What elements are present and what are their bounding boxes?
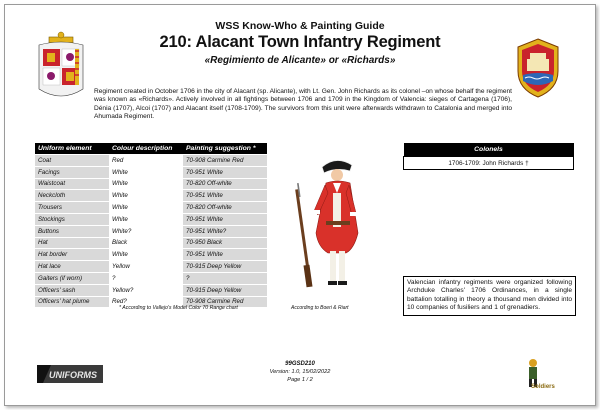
logo-right-text: Soldiers <box>531 384 555 390</box>
cell-colour: White <box>109 178 183 190</box>
header-uniform-element: Uniform element <box>35 143 109 155</box>
cell-element: Hat border <box>35 249 109 261</box>
table-row <box>35 190 267 202</box>
table-row <box>35 166 267 178</box>
cell-element: Hat lace <box>35 261 109 273</box>
cell-element: Gaiters (if worn) <box>35 272 109 284</box>
table-row <box>35 213 267 225</box>
cell-colour: ? <box>109 272 183 284</box>
colonels-table <box>403 143 574 170</box>
cell-colour: White <box>109 202 183 214</box>
intro-paragraph: Regiment created in October 1706 in the city of Alacant (sp. Alicante), with Lt. Gen. John Richards as its colonel –on whose behalf the regiment was known as «Richards». Actively involved in all fightings between 1706 and 1709 in the Kingdom of Valencia: sieges of Cartagena (1706), Dénia (1707), Alcoi (1707) and Alacant itself (1708-1709). The survivors from this unit were afterwards withdrawn to Catalonia and merged into Ahumada Regiment. <box>94 88 512 121</box>
cell-element: Buttons <box>35 225 109 237</box>
series-title: WSS Know-Who & Painting Guide <box>215 20 385 32</box>
cell-element: Officers' sash <box>35 284 109 296</box>
cell-paint: 70-908 Carmine Red <box>183 296 267 307</box>
table-row <box>35 272 267 284</box>
soldier-figure <box>292 153 372 298</box>
uniform-table <box>35 143 267 307</box>
cell-element: Coat <box>35 155 109 167</box>
table-row <box>35 261 267 273</box>
cell-paint: 70-951 White <box>183 166 267 178</box>
table-row <box>404 157 574 170</box>
cell-colour: White <box>109 249 183 261</box>
cell-colour: White <box>109 190 183 202</box>
cell-colour: White <box>109 166 183 178</box>
cell-paint: 70-820 Off-white <box>183 178 267 190</box>
cell-colour: Red? <box>109 296 183 307</box>
table-row <box>35 237 267 249</box>
cell-element: Trousers <box>35 202 109 214</box>
organization-note: Valencian infantry regiments were organized following Archduke Charles' 1706 Ordinances, in a single battalion totalling in theory a thousand men divided into 10 companies of fusiliers and 1 of grenadiers. <box>403 276 576 316</box>
header-painting-suggestion: Painting suggestion * <box>183 143 267 155</box>
table-row <box>35 202 267 214</box>
cell-paint: 70-951 White? <box>183 225 267 237</box>
cell-element: Waistcoat <box>35 178 109 190</box>
uniform-table-header <box>35 143 267 155</box>
table-row <box>35 284 267 296</box>
cell-colour: White? <box>109 225 183 237</box>
figure-caption: According to Boeri & Riart <box>291 305 349 311</box>
cell-paint: 70-915 Deep Yellow <box>183 284 267 296</box>
cell-paint: 70-908 Carmine Red <box>183 155 267 167</box>
cell-paint: 70-951 White <box>183 213 267 225</box>
cell-colour: Black <box>109 237 183 249</box>
page-title: 210: Alacant Town Infantry Regiment <box>159 33 441 51</box>
colonel-entry: 1706-1709: John Richards † <box>404 157 574 170</box>
cell-element: Officers' hat plume <box>35 296 109 307</box>
cell-element: Stockings <box>35 213 109 225</box>
table-row <box>35 178 267 190</box>
page-subtitle: «Regimiento de Alicante» or «Richards» <box>204 55 396 66</box>
page <box>4 4 596 406</box>
vallejo-footnote: * According to Vallejo's Model Color 70 Range chart <box>119 305 238 311</box>
header-colour-description: Colour description <box>109 143 183 155</box>
cell-paint: ? <box>183 272 267 284</box>
colonels-header: Colonels <box>404 143 574 157</box>
table-row <box>35 225 267 237</box>
logo-left-text: UNIFORMS <box>49 370 97 380</box>
cell-paint: 70-951 White <box>183 190 267 202</box>
document-version: Version: 1.0, 15/02/2022 <box>269 369 331 375</box>
cell-paint: 70-820 Off-white <box>183 202 267 214</box>
document-code: 99GSD210 <box>285 361 315 367</box>
page-number: Page 1 / 2 <box>287 377 313 383</box>
cell-colour: White <box>109 213 183 225</box>
cell-element: Facings <box>35 166 109 178</box>
cell-paint: 70-915 Deep Yellow <box>183 261 267 273</box>
colonels-header-row <box>404 143 574 157</box>
table-row <box>35 155 267 167</box>
table-row <box>35 249 267 261</box>
cell-element: Neckcloth <box>35 190 109 202</box>
cell-paint: 70-950 Black <box>183 237 267 249</box>
cell-colour: Red <box>109 155 183 167</box>
cell-paint: 70-951 White <box>183 249 267 261</box>
cell-colour: Yellow? <box>109 284 183 296</box>
cell-element: Hat <box>35 237 109 249</box>
cell-colour: Yellow <box>109 261 183 273</box>
